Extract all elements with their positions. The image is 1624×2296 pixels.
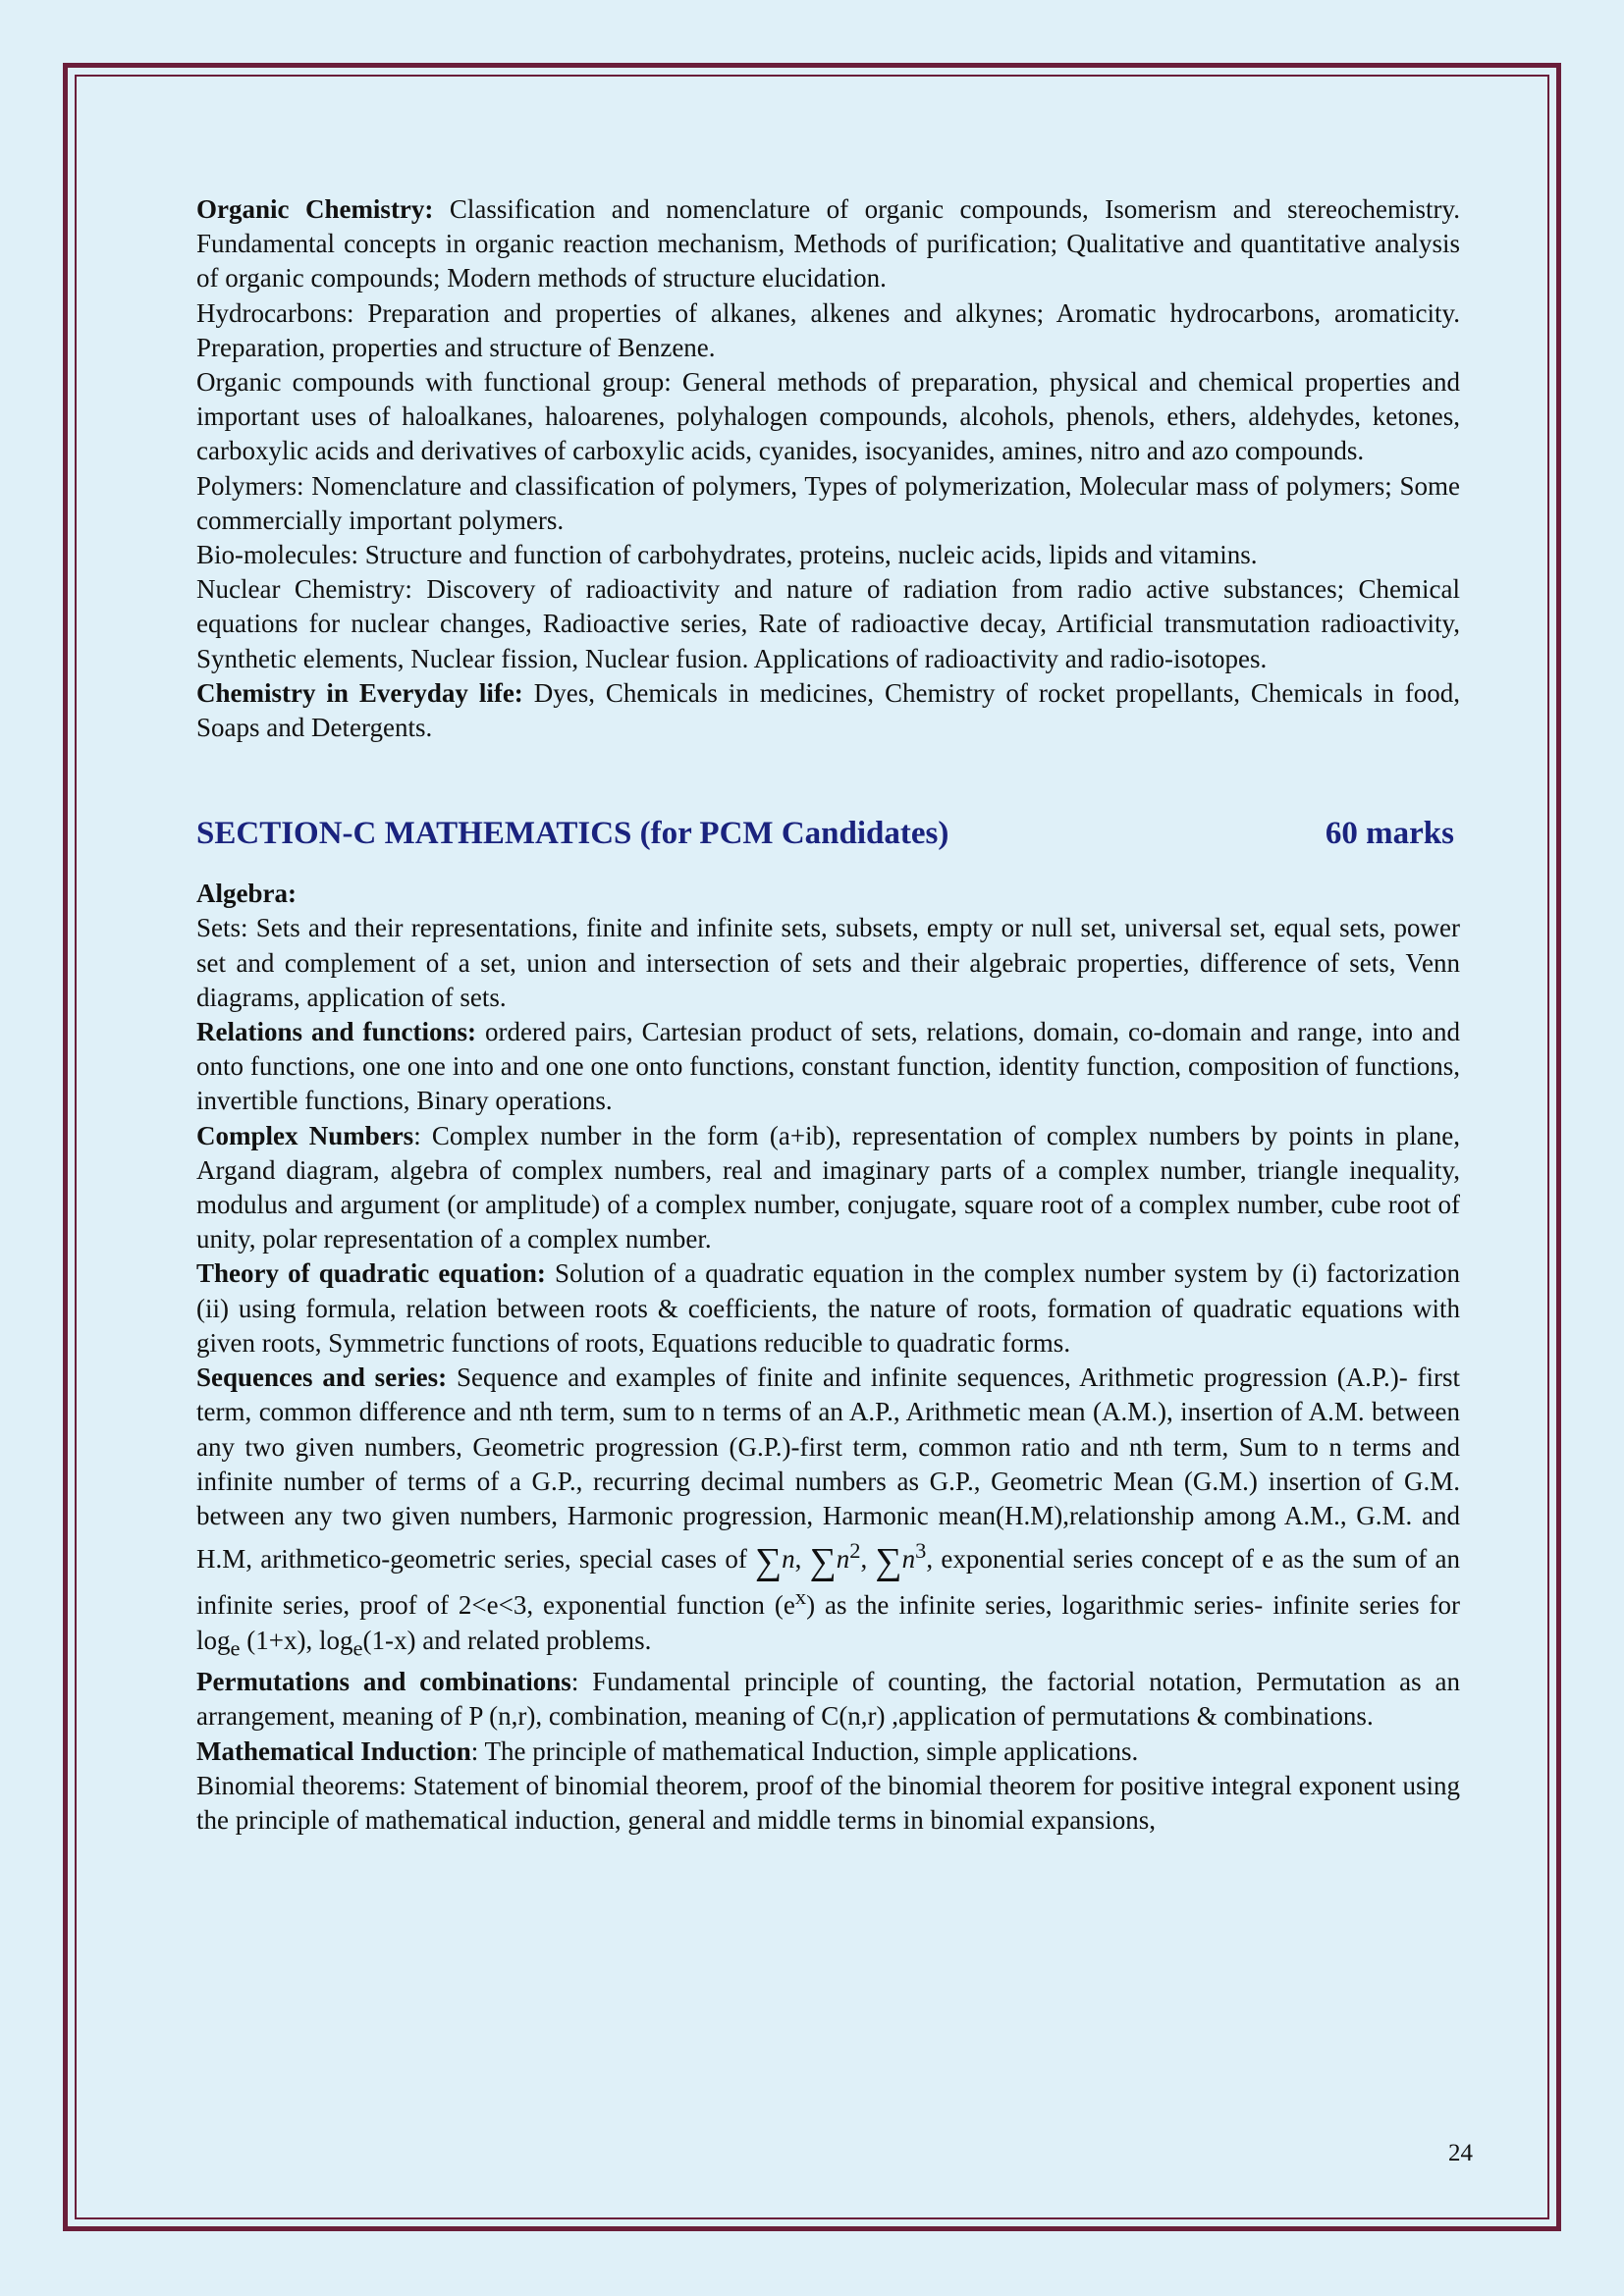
sum-variable: n xyxy=(836,1544,850,1575)
sum-variable: n xyxy=(782,1544,795,1575)
topic-paragraph xyxy=(196,911,1460,1015)
page-content xyxy=(196,192,1460,1838)
topic-text: , exponential series concept of e as the sum of an infinite series, proof of 2<e<3, exponential function (e xyxy=(196,1544,1461,1621)
exponent: 2 xyxy=(849,1538,861,1564)
exponent: x xyxy=(794,1584,807,1610)
topic-text: Binomial theorems: Statement of binomial theorem, proof of the binomial theorem for positive integral exponent using the principle of mathematical induction, general and middle terms in binomial expansions, xyxy=(196,1770,1460,1835)
mathematics-topics-continued xyxy=(196,1665,1460,1838)
topic-text: Bio-molecules: Structure and function of carbohydrates, proteins, nucleic acids, lipids and vitamins. xyxy=(196,540,1258,570)
separator: , xyxy=(860,1544,876,1575)
topic-text: Hydrocarbons: Preparation and properties of alkanes, alkenes and alkynes; Aromatic hydrocarbons, aromaticity. Preparation, properties and structure of Benzene. xyxy=(196,297,1460,362)
topic-heading: Algebra: xyxy=(196,879,297,909)
topic-heading: Chemistry in Everyday life: xyxy=(196,677,523,708)
sequences-paragraph xyxy=(196,1361,1460,1665)
topic-text: Dyes, Chemicals in medicines, Chemistry of rocket propellants, Chemicals in food, Soaps and Detergents. xyxy=(196,677,1461,743)
separator: , xyxy=(794,1544,810,1575)
topic-paragraph xyxy=(196,1769,1460,1838)
exponent: 3 xyxy=(915,1538,927,1564)
section-marks: 60 marks xyxy=(1325,816,1454,852)
topic-text: Solution of a quadratic equation in the complex number system by (i) factorization (ii) using formula, relation between roots & coefficients, the nature of roots, formation of quadratic equations with given roots, Symmetric functions of roots, Equations reducible to quadratic forms. xyxy=(196,1258,1460,1358)
topic-heading: Mathematical Induction xyxy=(196,1735,471,1766)
topic-text: : The principle of mathematical Induction, simple applications. xyxy=(470,1735,1139,1766)
topic-text: Sets: Sets and their representations, finite and infinite sets, subsets, empty or null set, universal set, equal sets, power set and complement of a set, union and intersection of sets and their algebraic properties, difference of sets, Venn diagrams, application of sets. xyxy=(196,913,1460,1012)
topic-paragraph xyxy=(196,1256,1460,1361)
topic-paragraph xyxy=(196,538,1460,572)
topic-text: (1-x) and related problems. xyxy=(362,1625,652,1655)
sum-variable: n xyxy=(901,1544,916,1575)
topic-text: (1+x), log xyxy=(240,1625,353,1655)
topic-paragraph xyxy=(196,572,1460,676)
topic-text: Polymers: Nomenclature and classification of polymers, Types of polymerization, Molecular mass of polymers; Some commercially important polymers. xyxy=(196,470,1460,535)
topic-text: ordered pairs, Cartesian product of sets, relations, domain, co-domain and range, into and onto functions, one one into and one one onto functions, constant function, identity function, composition of functions, invertible functions, Binary operations. xyxy=(196,1017,1461,1116)
topic-text: : Fundamental principle of counting, the factorial notation, Permutation as an arrangement, meaning of P (n,r), combination, meaning of C(n,r) ,application of permutations & combinations. xyxy=(196,1667,1460,1732)
topic-paragraph xyxy=(196,1119,1460,1257)
topic-heading: Organic Chemistry: xyxy=(196,194,434,224)
topic-paragraph xyxy=(196,1735,1460,1769)
topic-text: Organic compounds with functional group: General methods of preparation, physical and chemical properties and important uses of haloalkanes, haloarenes, polyhalogen compounds, alcohols, phenols, ethers, aldehydes, ketones, carboxylic acids and derivatives of carboxylic acids, cyanides, isocyanides, amines, nitro and azo compounds. xyxy=(196,367,1460,466)
topic-text: : Complex number in the form (a+ib), representation of complex numbers by points in plane, Argand diagram, algebra of complex numbers, real and imaginary parts of a complex number, triangle inequality, modulus and argument (or amplitude) of a complex number, conjugate, square root of a complex number, cube root of unity, polar representation of a complex number. xyxy=(196,1120,1460,1255)
topic-heading: Relations and functions: xyxy=(196,1017,476,1047)
topic-paragraph xyxy=(196,877,1460,911)
topic-text: Nuclear Chemistry: Discovery of radioactivity and nature of radiation from radio active substances; Chemical equations for nuclear changes, Radioactive series, Rate of radioactive decay, Artificial transmutation radioactivity, Synthetic elements, Nuclear fission, Nuclear fusion. Applications of radioactivity and radio-isotopes. xyxy=(196,574,1460,673)
sum-symbol: ∑ xyxy=(875,1541,902,1583)
topic-paragraph xyxy=(196,365,1460,469)
page-number: 24 xyxy=(1448,2140,1473,2166)
section-title: SECTION-C MATHEMATICS (for PCM Candidates) xyxy=(196,816,949,852)
mathematics-topics xyxy=(196,877,1460,1361)
topic-paragraph xyxy=(196,296,1460,365)
topic-paragraph xyxy=(196,1665,1460,1734)
sum-symbol: ∑ xyxy=(755,1541,783,1583)
topic-paragraph xyxy=(196,1015,1460,1119)
topic-heading: Sequences and series: xyxy=(196,1362,448,1393)
topic-heading: Permutations and combinations xyxy=(196,1667,571,1697)
topic-text: ) as the infinite series, logarithmic series- infinite series for log xyxy=(196,1590,1461,1655)
topic-heading: Complex Numbers xyxy=(196,1120,414,1150)
subscript: e xyxy=(230,1634,241,1660)
topic-paragraph xyxy=(196,676,1460,745)
subscript: e xyxy=(352,1634,363,1660)
sum-symbol: ∑ xyxy=(809,1541,837,1583)
topic-paragraph xyxy=(196,469,1460,538)
chemistry-topics xyxy=(196,192,1460,745)
topic-text: Classification and nomenclature of organic compounds, Isomerism and stereochemistry. Fundamental concepts in organic reaction mechanism, Methods of purification; Qualitative and quantitative analysis of organic compounds; Modern methods of structure elucidation. xyxy=(196,194,1461,294)
topic-heading: Theory of quadratic equation: xyxy=(196,1258,546,1289)
section-heading xyxy=(196,812,1460,855)
topic-paragraph xyxy=(196,192,1460,296)
topic-text: Sequence and examples of finite and infinite sequences, Arithmetic progression (A.P.)- first term, common difference and nth term, sum to n terms of an A.P., Arithmetic mean (A.M.), insertion of A.M. between any two given numbers, Geometric progression (G.P.)-first term, common ratio and nth term, Sum to n terms and infinite number of terms of a G.P., recurring decimal numbers as G.P., Geometric Mean (G.M.) insertion of G.M. between any two given numbers, Harmonic progression, Harmonic mean(H.M),relationship among A.M., G.M. and H.M, arithmetico-geometric series, special cases of xyxy=(196,1362,1461,1575)
